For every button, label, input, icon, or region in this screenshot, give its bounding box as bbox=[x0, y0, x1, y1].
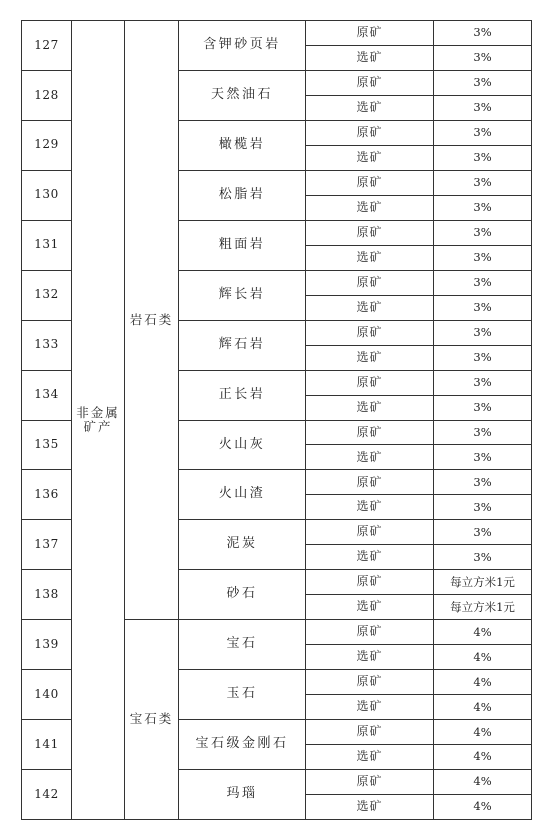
tax-rate: 每立方米1元 bbox=[434, 595, 532, 620]
tax-rate: 3% bbox=[434, 545, 532, 570]
tax-rate: 3% bbox=[434, 370, 532, 395]
tax-rate-table-page bbox=[21, 20, 531, 820]
ore-form: 选矿 bbox=[306, 95, 434, 120]
tax-rate: 3% bbox=[434, 195, 532, 220]
mineral-name: 玛瑙 bbox=[179, 770, 306, 820]
ore-form: 选矿 bbox=[306, 745, 434, 770]
row-number: 139 bbox=[22, 620, 72, 670]
mineral-name: 正长岩 bbox=[179, 370, 306, 420]
category-gem: 宝石类 bbox=[125, 620, 179, 820]
mineral-name: 宝石 bbox=[179, 620, 306, 670]
ore-form: 选矿 bbox=[306, 195, 434, 220]
ore-form: 原矿 bbox=[306, 420, 434, 445]
ore-form: 原矿 bbox=[306, 620, 434, 645]
ore-form: 原矿 bbox=[306, 170, 434, 195]
tax-rate: 4% bbox=[434, 620, 532, 645]
table-row bbox=[22, 21, 532, 46]
row-number: 138 bbox=[22, 570, 72, 620]
row-number: 140 bbox=[22, 670, 72, 720]
ore-form: 选矿 bbox=[306, 795, 434, 820]
ore-form: 选矿 bbox=[306, 145, 434, 170]
ore-form: 原矿 bbox=[306, 70, 434, 95]
mineral-name: 橄榄岩 bbox=[179, 120, 306, 170]
row-number: 132 bbox=[22, 270, 72, 320]
tax-rate: 3% bbox=[434, 220, 532, 245]
tax-rate: 3% bbox=[434, 470, 532, 495]
category-major: 非金属矿产 bbox=[72, 21, 125, 820]
ore-form: 选矿 bbox=[306, 495, 434, 520]
mineral-name: 辉石岩 bbox=[179, 320, 306, 370]
tax-rate: 4% bbox=[434, 695, 532, 720]
ore-form: 选矿 bbox=[306, 695, 434, 720]
tax-rate: 3% bbox=[434, 320, 532, 345]
mineral-name: 松脂岩 bbox=[179, 170, 306, 220]
mineral-name: 火山渣 bbox=[179, 470, 306, 520]
mineral-name: 玉石 bbox=[179, 670, 306, 720]
mineral-name: 天然油石 bbox=[179, 70, 306, 120]
tax-rate: 4% bbox=[434, 645, 532, 670]
row-number: 142 bbox=[22, 770, 72, 820]
ore-form: 选矿 bbox=[306, 545, 434, 570]
tax-rate: 3% bbox=[434, 420, 532, 445]
tax-rate: 4% bbox=[434, 720, 532, 745]
category-rock: 岩石类 bbox=[125, 21, 179, 620]
tax-rate: 3% bbox=[434, 520, 532, 545]
mineral-name: 辉长岩 bbox=[179, 270, 306, 320]
ore-form: 原矿 bbox=[306, 520, 434, 545]
tax-rate: 3% bbox=[434, 270, 532, 295]
row-number: 131 bbox=[22, 220, 72, 270]
tax-rate: 3% bbox=[434, 95, 532, 120]
mineral-name: 砂石 bbox=[179, 570, 306, 620]
tax-rate-table bbox=[21, 20, 532, 820]
mineral-name: 火山灰 bbox=[179, 420, 306, 470]
row-number: 134 bbox=[22, 370, 72, 420]
table-body bbox=[22, 21, 532, 820]
mineral-name: 粗面岩 bbox=[179, 220, 306, 270]
tax-rate: 3% bbox=[434, 295, 532, 320]
tax-rate: 3% bbox=[434, 21, 532, 46]
tax-rate: 3% bbox=[434, 145, 532, 170]
tax-rate: 4% bbox=[434, 795, 532, 820]
ore-form: 原矿 bbox=[306, 120, 434, 145]
row-number: 130 bbox=[22, 170, 72, 220]
row-number: 141 bbox=[22, 720, 72, 770]
ore-form: 选矿 bbox=[306, 395, 434, 420]
ore-form: 原矿 bbox=[306, 570, 434, 595]
tax-rate: 3% bbox=[434, 445, 532, 470]
ore-form: 原矿 bbox=[306, 670, 434, 695]
ore-form: 原矿 bbox=[306, 220, 434, 245]
row-number: 133 bbox=[22, 320, 72, 370]
ore-form: 原矿 bbox=[306, 770, 434, 795]
ore-form: 选矿 bbox=[306, 595, 434, 620]
ore-form: 选矿 bbox=[306, 445, 434, 470]
ore-form: 选矿 bbox=[306, 245, 434, 270]
tax-rate: 3% bbox=[434, 495, 532, 520]
ore-form: 原矿 bbox=[306, 370, 434, 395]
row-number: 137 bbox=[22, 520, 72, 570]
ore-form: 原矿 bbox=[306, 21, 434, 46]
ore-form: 选矿 bbox=[306, 295, 434, 320]
tax-rate: 4% bbox=[434, 670, 532, 695]
row-number: 135 bbox=[22, 420, 72, 470]
tax-rate: 4% bbox=[434, 745, 532, 770]
tax-rate: 3% bbox=[434, 70, 532, 95]
row-number: 136 bbox=[22, 470, 72, 520]
tax-rate: 4% bbox=[434, 770, 532, 795]
tax-rate: 3% bbox=[434, 170, 532, 195]
ore-form: 选矿 bbox=[306, 45, 434, 70]
mineral-name: 含钾砂页岩 bbox=[179, 21, 306, 71]
ore-form: 原矿 bbox=[306, 320, 434, 345]
tax-rate: 3% bbox=[434, 245, 532, 270]
tax-rate: 3% bbox=[434, 345, 532, 370]
ore-form: 原矿 bbox=[306, 720, 434, 745]
tax-rate: 3% bbox=[434, 120, 532, 145]
tax-rate: 每立方米1元 bbox=[434, 570, 532, 595]
tax-rate: 3% bbox=[434, 395, 532, 420]
tax-rate: 3% bbox=[434, 45, 532, 70]
ore-form: 原矿 bbox=[306, 270, 434, 295]
row-number: 128 bbox=[22, 70, 72, 120]
ore-form: 选矿 bbox=[306, 645, 434, 670]
mineral-name: 泥炭 bbox=[179, 520, 306, 570]
mineral-name: 宝石级金刚石 bbox=[179, 720, 306, 770]
row-number: 129 bbox=[22, 120, 72, 170]
row-number: 127 bbox=[22, 21, 72, 71]
ore-form: 原矿 bbox=[306, 470, 434, 495]
ore-form: 选矿 bbox=[306, 345, 434, 370]
